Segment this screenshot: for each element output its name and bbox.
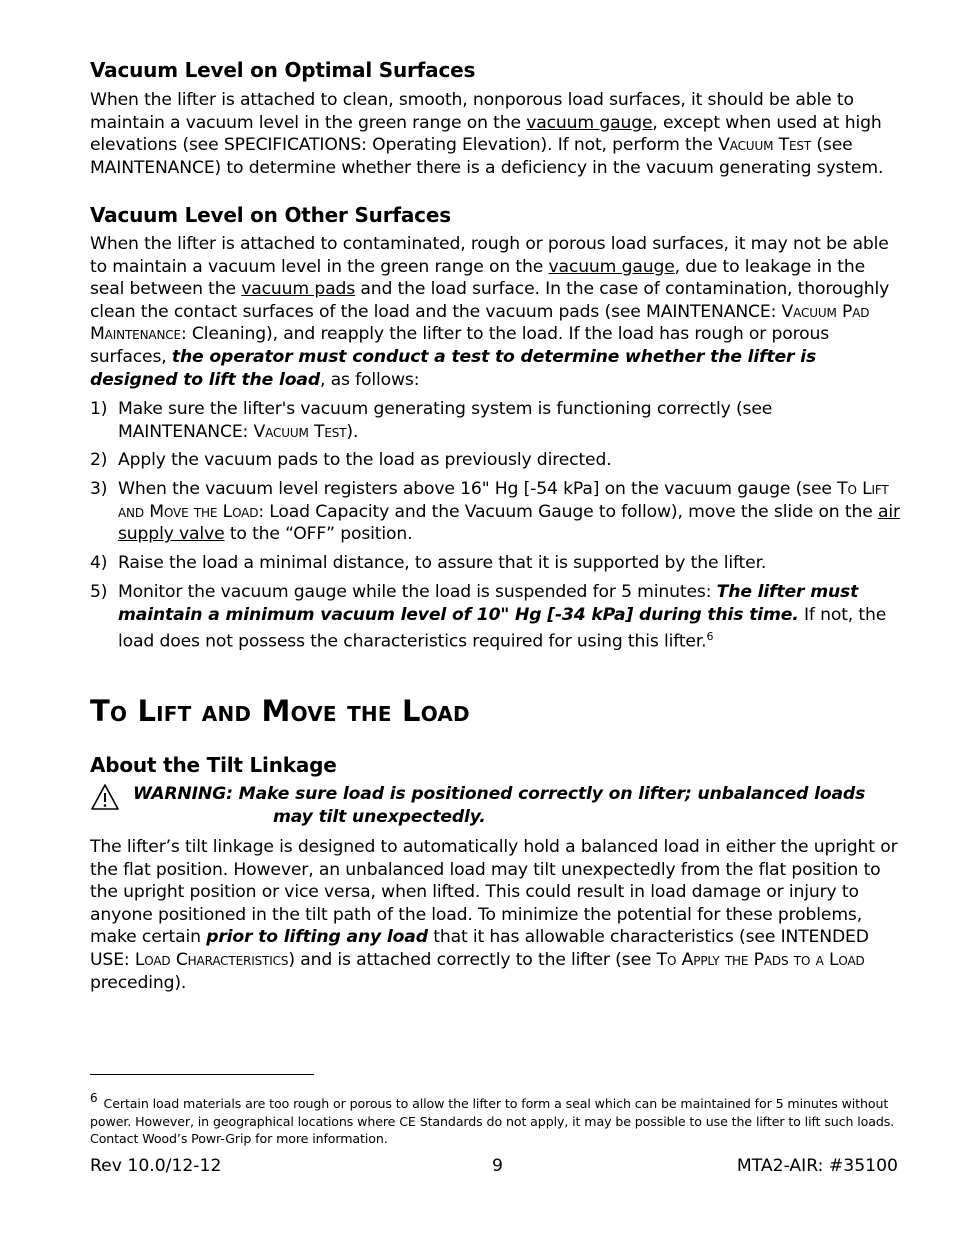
heading-tilt-linkage: About the Tilt Linkage (90, 753, 337, 777)
list-item: 3) When the vacuum level registers above 16" Hg [-54 kPa] on the vacuum gauge (see To Lift and Move the Load: Load Capacity and the Vacuum Gauge to follow), move the slide on the air supply valve to the “OFF” position. (90, 479, 900, 545)
footnote-reference[interactable]: 6 (706, 630, 714, 644)
ref-apply-pads: To Apply the Pads to a Load (656, 949, 865, 970)
list-item: 5) Monitor the vacuum gauge while the load is suspended for 5 minutes: The lifter must maintain a minimum vacuum level of 10" Hg [-34 kPa] during this time. If not, the load does not possess the characteristics required for using this lifter.$^6$ (90, 582, 887, 652)
link-vacuum-gauge[interactable]: vacuum gauge (548, 256, 675, 277)
ref-vacuum-test: Vacuum Test (253, 421, 347, 442)
list-item: 2) Apply the vacuum pads to the load as previously directed. (90, 450, 612, 470)
footer-model: MTA2-AIR: #35100 (736, 1156, 898, 1176)
link-vacuum-pads[interactable]: vacuum pads (241, 279, 356, 300)
link-vacuum-gauge[interactable]: vacuum gauge (526, 112, 653, 133)
list-item: 4) Raise the load a minimal distance, to assure that it is supported by the lifter. (90, 553, 767, 573)
ref-vacuum-pad-maintenance: Vacuum Pad Maintenance (90, 301, 870, 345)
heading-vacuum-optimal: Vacuum Level on Optimal Surfaces (90, 58, 476, 82)
footnote-mark: 6 (90, 1091, 98, 1105)
chapter-title: To Lift and Move the Load (90, 694, 470, 728)
ref-to-lift-and-move: To Lift and Move the Load (118, 479, 889, 522)
warning-text-line2: may tilt unexpectedly. (273, 807, 486, 827)
emphasis-minimum-vacuum: The lifter must maintain a minimum vacuum level of 10" Hg [-34 kPa] during this time. (118, 582, 859, 625)
warning-triangle-icon (90, 783, 120, 811)
footer-revision: Rev 10.0/12-12 (90, 1156, 222, 1176)
paragraph-tilt-linkage: The lifter’s tilt linkage is designed to automatically hold a balanced load in either the upright or the flat position. However, an unbalanced load may tilt unexpectedly from the flat position to the upright position or vice versa, when lifted. This could result in load damage or injury to anyone positioned in the tilt path of the load. To minimize the potential for these problems, make certain prior to lifting any load that it has allowable characteristics (see INTENDED USE: Load Characteristics) and is attached correctly to the lifter (see To Apply the Pads to a Load preceding). (90, 837, 898, 993)
paragraph-vacuum-other: When the lifter is attached to contaminated, rough or porous load surfaces, it may not be able to maintain a vacuum level in the green range on the vacuum gauge, due to leakage in the seal between the vacuum pads and the load surface. In the case of contamination, thoroughly clean the contact surfaces of the load and the vacuum pads (see MAINTENANCE: Vacuum Pad Maintenance: Cleaning), and reapply the lifter to the load. If the load has rough or porous surfaces, the operator must conduct a test to determine whether the lifter is designed to lift the load, as follows: (90, 234, 890, 390)
footnote-divider (90, 1074, 314, 1075)
ref-vacuum-test: Vacuum Test (718, 135, 812, 156)
link-air-supply-valve[interactable]: air supply valve (118, 501, 900, 545)
paragraph-vacuum-optimal: When the lifter is attached to clean, smooth, nonporous load surfaces, it should be able to maintain a vacuum level in the green range on the vacuum gauge, except when used at high elevations (see SPECIFICATIONS: Operating Elevation). If not, perform the Vacuum Test (see MAINTENANCE) to determine whether there is a deficiency in the vacuum generating system. (90, 90, 884, 178)
footnote (90, 1090, 900, 1148)
footer-page-number: 9 (492, 1156, 503, 1176)
emphasis-operator-test: the operator must conduct a test to determine whether the lifter is designed to lift the load (90, 346, 817, 390)
heading-vacuum-other: Vacuum Level on Other Surfaces (90, 203, 451, 227)
footnote-text: Certain load materials are too rough or porous to allow the lifter to form a seal which can be maintained for 5 minutes without power. However, in geographical locations where CE Standards do not apply, it may be possible to use the lifter to lift such loads. Contact Wood’s Powr-Grip for more information. (90, 1096, 895, 1147)
ref-load-characteristics: Load Characteristics (134, 949, 289, 970)
emphasis-prior-to-lifting: prior to lifting any load (206, 927, 428, 948)
warning-text-line1: WARNING: Make sure load is positioned correctly on lifter; unbalanced loads (133, 784, 866, 804)
list-item: 1) Make sure the lifter's vacuum generating system is functioning correctly (see MAINTENANCE: Vacuum Test). (90, 399, 773, 442)
